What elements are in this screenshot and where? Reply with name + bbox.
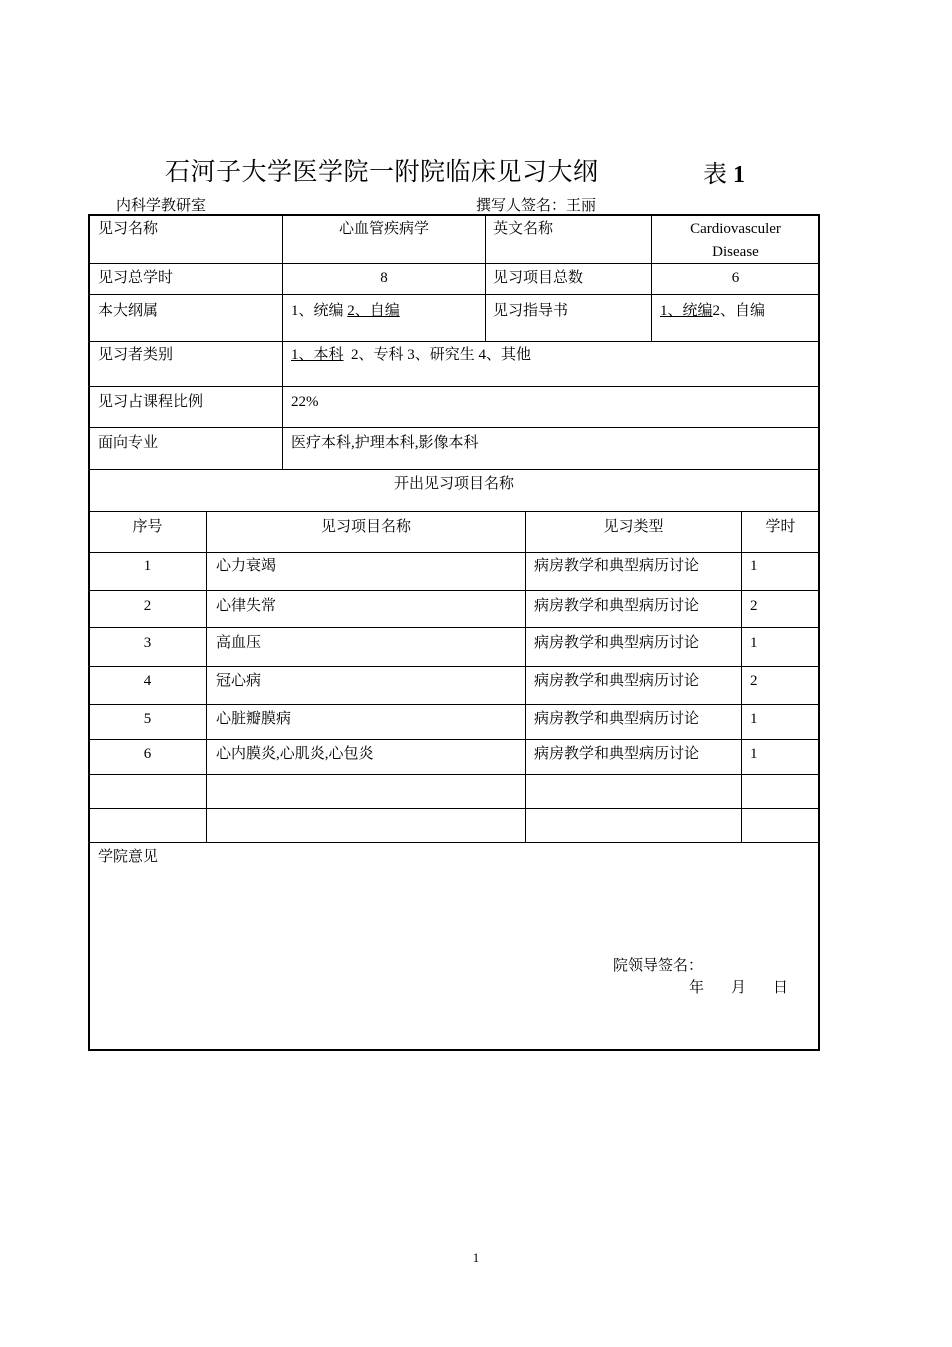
col-header-name: 见习项目名称 bbox=[320, 519, 411, 535]
table-row-6-name: 心内膜炎,心肌炎,心包炎 bbox=[216, 746, 374, 762]
table-row-3-type: 病房教学和典型病历讨论 bbox=[534, 635, 700, 651]
table-row-3-hours: 1 bbox=[750, 635, 758, 651]
trainee-category-label: 见习者类别 bbox=[98, 347, 174, 363]
table-row-3-no: 3 bbox=[143, 635, 152, 651]
items-section-heading: 开出见习项目名称 bbox=[393, 476, 514, 492]
table-row-4-name: 冠心病 bbox=[216, 673, 262, 689]
name-label: 见习名称 bbox=[98, 221, 159, 237]
total-items-label: 见习项目总数 bbox=[493, 270, 584, 286]
table-row-6-type: 病房教学和典型病历讨论 bbox=[534, 746, 700, 762]
syllabus-type-label: 本大纲属 bbox=[98, 303, 159, 319]
english-name-label: 英文名称 bbox=[493, 221, 554, 237]
guidebook-options: 1、统编2、自编 bbox=[660, 303, 766, 319]
author-signature: 撰写人签名：王丽 bbox=[476, 198, 597, 214]
leader-signature-label: 院领导签名： bbox=[613, 958, 704, 974]
table-row-4-type: 病房教学和典型病历讨论 bbox=[534, 673, 700, 689]
english-name-value-line1: Cardiovasculer bbox=[690, 221, 781, 237]
course-ratio-label: 见习占课程比例 bbox=[98, 394, 204, 410]
course-ratio-value: 22% bbox=[291, 394, 319, 410]
table-row-3-name: 高血压 bbox=[216, 635, 262, 651]
trainee-category-options: 1、本科 2、专科 3、研究生 4、其他 bbox=[291, 347, 532, 363]
col-header-hours: 学时 bbox=[765, 519, 796, 535]
english-name-value-line2: Disease bbox=[712, 244, 759, 260]
target-major-label: 面向专业 bbox=[98, 435, 159, 451]
total-items-value: 6 bbox=[731, 270, 740, 286]
table-row-1-name: 心力衰竭 bbox=[216, 558, 277, 574]
table-row-4-no: 4 bbox=[143, 673, 152, 689]
table-row-1-hours: 1 bbox=[750, 558, 758, 574]
department-label: 内科学教研室 bbox=[116, 198, 207, 214]
table-row-2-name: 心律失常 bbox=[216, 598, 277, 614]
table-number: 表 1 bbox=[703, 162, 745, 188]
table-row-1-no: 1 bbox=[143, 558, 152, 574]
page-title: 石河子大学医学院一附院临床见习大纲 bbox=[165, 159, 599, 186]
page-number: 1 bbox=[472, 1250, 480, 1265]
total-hours-value: 8 bbox=[380, 270, 388, 286]
table-row-5-hours: 1 bbox=[750, 711, 758, 727]
name-value: 心血管疾病学 bbox=[338, 221, 429, 237]
table-row-6-hours: 1 bbox=[750, 746, 758, 762]
table-row-2-hours: 2 bbox=[750, 598, 758, 614]
col-header-no: 序号 bbox=[132, 519, 163, 535]
date-year: 年 bbox=[689, 980, 705, 996]
table-row-2-type: 病房教学和典型病历讨论 bbox=[534, 598, 700, 614]
total-hours-label: 见习总学时 bbox=[98, 270, 174, 286]
col-header-type: 见习类型 bbox=[603, 519, 664, 535]
target-major-value: 医疗本科,护理本科,影像本科 bbox=[291, 435, 479, 451]
syllabus-type-options: 1、统编 2、自编 bbox=[291, 303, 400, 319]
table-row-5-no: 5 bbox=[143, 711, 152, 727]
table-row-1-type: 病房教学和典型病历讨论 bbox=[534, 558, 700, 574]
guidebook-label: 见习指导书 bbox=[493, 303, 569, 319]
date-day: 日 bbox=[773, 980, 789, 996]
table-row-2-no: 2 bbox=[143, 598, 152, 614]
table-row-5-name: 心脏瓣膜病 bbox=[216, 711, 292, 727]
date-month: 月 bbox=[731, 980, 747, 996]
table-row-4-hours: 2 bbox=[750, 673, 758, 689]
college-opinion-label: 学院意见 bbox=[98, 849, 159, 865]
table-row-6-no: 6 bbox=[143, 746, 152, 762]
table-row-5-type: 病房教学和典型病历讨论 bbox=[534, 711, 700, 727]
